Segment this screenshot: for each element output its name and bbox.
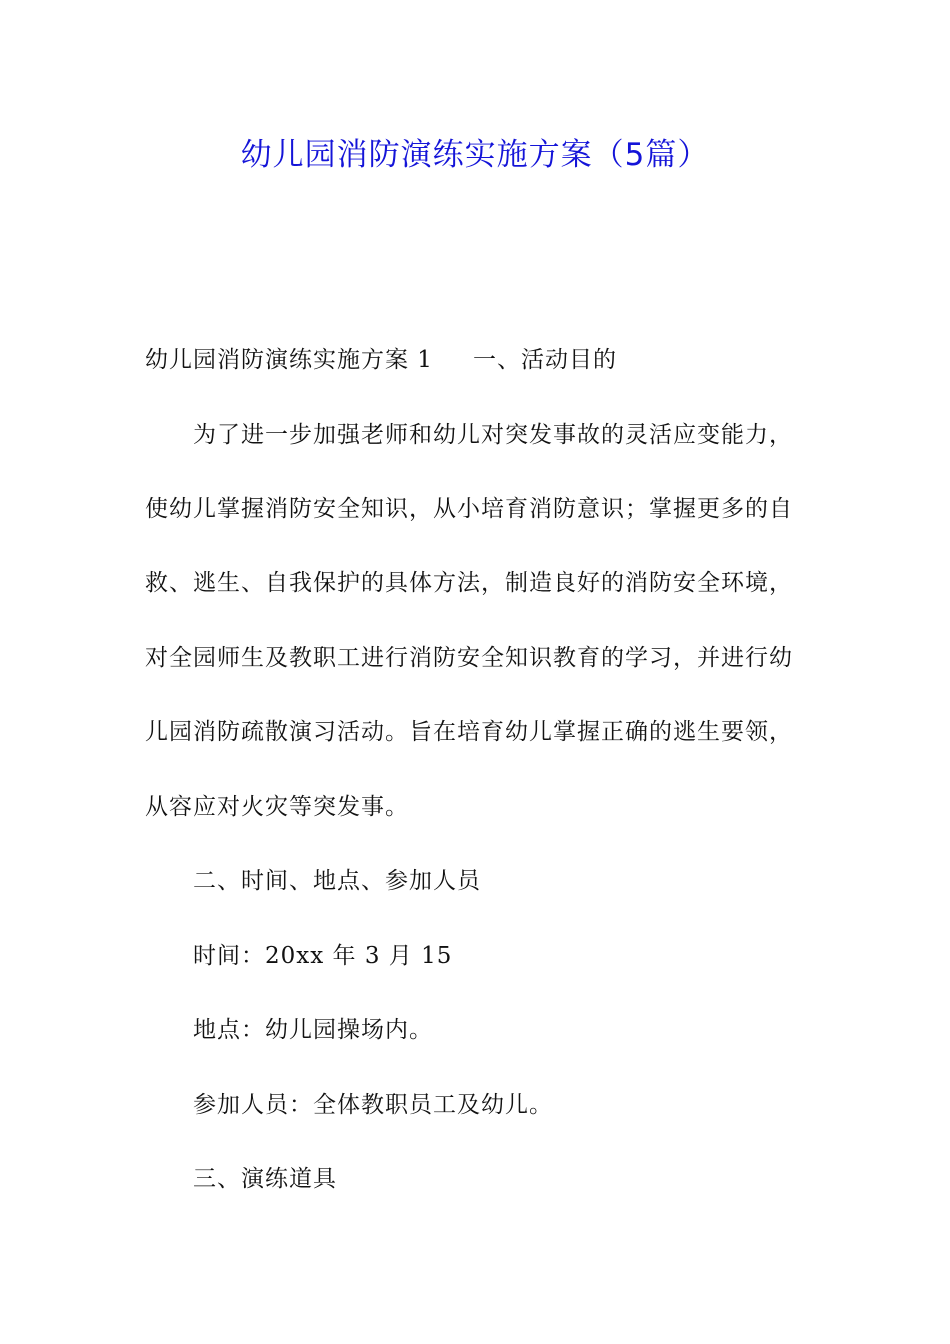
participants-line: 参加人员：全体教职员工及幼儿。 — [193, 1092, 553, 1118]
section-heading-time-place: 二、时间、地点、参加人员 — [193, 868, 481, 894]
time-line: 时间：20xx 年 3 月 15 — [193, 943, 453, 969]
place-line: 地点：幼儿园操场内。 — [193, 1017, 433, 1043]
paragraph-line: 为了进一步加强老师和幼儿对突发事故的灵活应变能力， — [193, 422, 793, 448]
paragraph-line: 从容应对火灾等突发事。 — [145, 794, 409, 820]
section-heading-props: 三、演练道具 — [193, 1166, 337, 1192]
paragraph-line: 儿园消防疏散演习活动。旨在培育幼儿掌握正确的逃生要领， — [145, 719, 793, 745]
document-title: 幼儿园消防演练实施方案（5篇） — [240, 137, 710, 173]
first-point-heading: 一、活动目的 — [472, 347, 617, 373]
paragraph-line: 对全园师生及教职工进行消防安全知识教育的学习，并进行幼 — [145, 645, 793, 671]
section-heading-line — [145, 344, 815, 376]
paragraph-line: 使幼儿掌握消防安全知识，从小培育消防意识；掌握更多的自 — [145, 496, 793, 522]
paragraph-line: 救、逃生、自我保护的具体方法，制造良好的消防安全环境， — [145, 570, 793, 596]
section-heading: 幼儿园消防演练实施方案 1 — [145, 347, 433, 373]
